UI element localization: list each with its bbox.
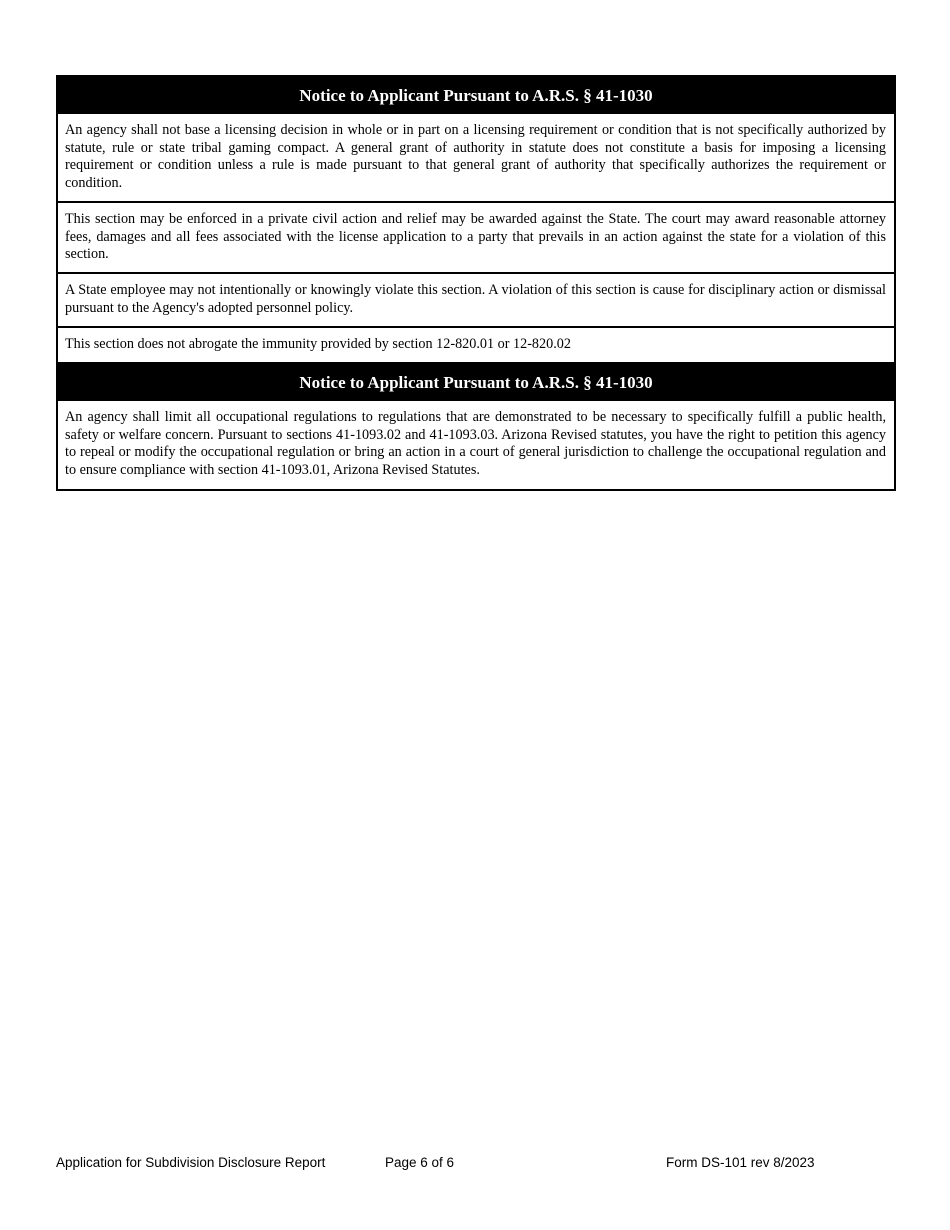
section-header: Notice to Applicant Pursuant to A.R.S. § 41-1030 bbox=[58, 75, 894, 114]
paragraph-state-employee: A State employee may not intentionally or knowingly violate this section. A violation of this section is cause for disciplinary action or dismissal pursuant to the Agency's adopted personnel policy. bbox=[58, 272, 894, 326]
footer-document-title: Application for Subdivision Disclosure Report bbox=[56, 1155, 326, 1170]
paragraph-licensing-requirement: An agency shall not base a licensing decision in whole or in part on a licensing requirement or condition that is not specifically authorized by statute, rule or state tribal gaming compact. A general grant of authority in statute does not constitute a basis for imposing a licensing requirement or condition unless a rule is made pursuant to that general grant of authority that specifically authorizes the requirement or condition. bbox=[65, 122, 886, 191]
footer-form-number: Form DS-101 rev 8/2023 bbox=[666, 1155, 815, 1170]
paragraph-civil-action: This section may be enforced in a private civil action and relief may be awarded against the State. The court may award reasonable attorney fees, damages and all fees associated with the license application to a party that prevails in an action against the state for a violation of this section. bbox=[58, 201, 894, 272]
paragraph-occupational-regulations: An agency shall limit all occupational regulations to regulations that are demonstrated to be necessary to specifically fulfill a public health, safety or welfare concern. Pursuant to sections 41-1093.02 and 41-1093.03. Arizona Revised statutes, you have the right to petition this agency to repeal or modify the occupational regulation or bring an action in a court of general jurisdiction to challenge the occupational regulation and to ensure compliance with section 41-1093.01, Arizona Revised Statutes. bbox=[65, 409, 886, 478]
paragraph-immunity: This section does not abrogate the immunity provided by section 12-820.01 or 12-820.02 bbox=[58, 326, 894, 362]
notice-table bbox=[56, 75, 896, 491]
footer-page-number: Page 6 of 6 bbox=[385, 1155, 455, 1170]
section-header: Notice to Applicant Pursuant to A.R.S. § 41-1030 bbox=[58, 362, 894, 401]
